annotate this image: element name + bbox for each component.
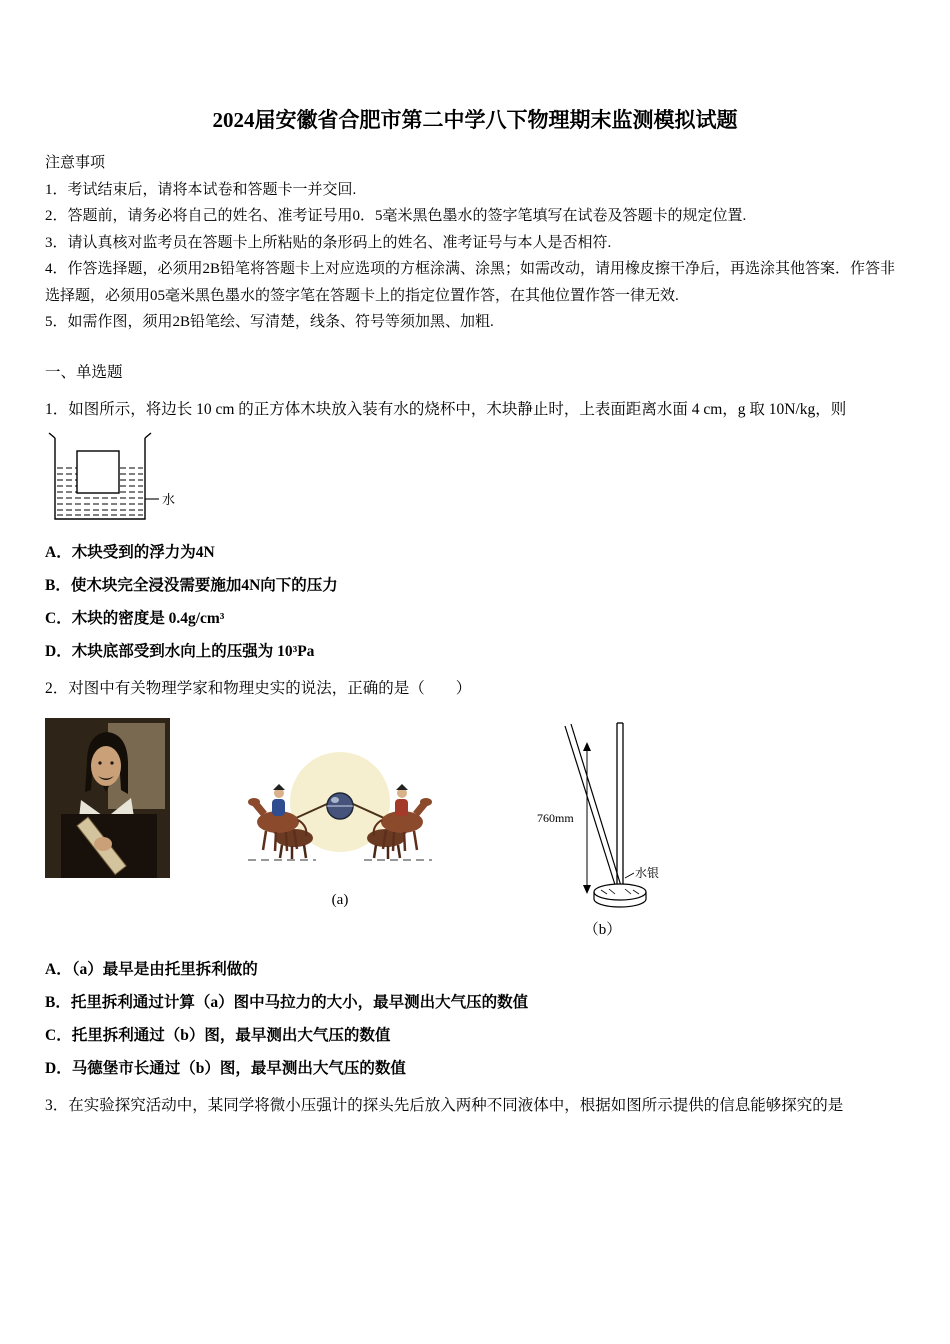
q2-option-a: A．（a）最早是由托里拆利做的	[45, 960, 258, 978]
water-label: 水	[162, 491, 176, 507]
q3-stem: 3．在实验探究活动中，某同学将微小压强计的探头先后放入两种不同液体中，根据如图所示提供的信息能够探究的是	[45, 1096, 844, 1114]
q2-figure-magdeburg	[230, 738, 450, 909]
section-heading: 一、单选题	[45, 363, 123, 381]
vertical-tube	[617, 723, 623, 888]
rider-red	[395, 799, 408, 816]
portrait-eye-left	[98, 761, 101, 764]
mercury-dish-rim	[594, 884, 646, 900]
notice-section	[45, 150, 905, 336]
q2-options	[45, 960, 905, 1079]
q1-figure	[45, 431, 905, 527]
notice-item-5: 5．如需作图，须用2B铅笔绘、写清楚，线条、符号等须加黑、加粗.	[45, 314, 494, 330]
q1-option-a: A．木块受到的浮力为4N	[45, 543, 215, 561]
barometer-height-label: 760mm	[537, 810, 574, 825]
page-title: 2024届安徽省合肥市第二中学八下物理期末监测模拟试题	[212, 108, 738, 132]
notice-item-4: 4．作答选择题，必须用2B铅笔将答题卡上对应选项的方框涂满、涂黑；如需改动，请用橡皮擦干净后，再选涂其他答案．作答非选择题，必须用05毫米黑色墨水的签字笔在答题卡上的指定位置作答，在其他位置作答一律无效.	[45, 261, 896, 304]
q2-figure-portrait	[45, 718, 170, 878]
q2-stem: 2．对图中有关物理学家和物理史实的说法，正确的是（ ）	[45, 679, 472, 697]
mercury-label-line	[625, 873, 634, 878]
beaker-figure	[45, 431, 177, 527]
notice-heading: 注意事项	[45, 155, 106, 171]
notice-item-3: 3．请认真核对监考员在答题卡上所粘贴的条形码上的姓名、准考证号与本人是否相符.	[45, 234, 612, 251]
q1-option-c: C．木块的密度是 0.4g/cm³	[45, 609, 225, 627]
notice-item-1: 1．考试结束后，请将本试卷和答题卡一并交回.	[45, 181, 357, 198]
wood-block	[77, 451, 119, 493]
q2-figure-barometer	[535, 718, 670, 939]
q2-figure-row	[45, 718, 905, 944]
sphere-highlight	[331, 797, 339, 803]
q2-option-d: D．马德堡市长通过（b）图，最早测出大气压的数值	[45, 1059, 406, 1077]
q1-options	[45, 543, 905, 662]
q2-option-c: C．托里拆利通过（b）图，最早测出大气压的数值	[45, 1026, 391, 1044]
notice-item-2: 2．答题前，请务必将自己的姓名、准考证号用0．5毫米黑色墨水的签字笔填写在试卷及答题卡的规定位置.	[45, 208, 747, 224]
portrait-eye-right	[110, 761, 113, 764]
figure-b-caption: （b）	[583, 921, 622, 938]
magdeburg-figure	[230, 738, 450, 890]
portrait-hand	[94, 837, 112, 851]
rider-blue	[272, 799, 285, 816]
q1-option-b: B．使木块完全浸没需要施加4N向下的压力	[45, 576, 338, 594]
portrait-figure	[45, 718, 170, 878]
q1-stem: 1．如图所示，将边长 10 cm 的正方体木块放入装有水的烧杯中，木块静止时，上表面距离水面 4 cm，g 取 10N/kg，则	[45, 400, 847, 418]
mercury-label: 水银	[635, 865, 660, 880]
q2-option-b: B．托里拆利通过计算（a）图中马拉力的大小，最早测出大气压的数值	[45, 993, 529, 1011]
figure-a-caption: (a)	[331, 891, 349, 908]
barometer-figure	[535, 718, 670, 916]
q1-option-d: D．木块底部受到水向上的压强为 10³Pa	[45, 642, 315, 660]
tilted-tube	[565, 724, 621, 888]
